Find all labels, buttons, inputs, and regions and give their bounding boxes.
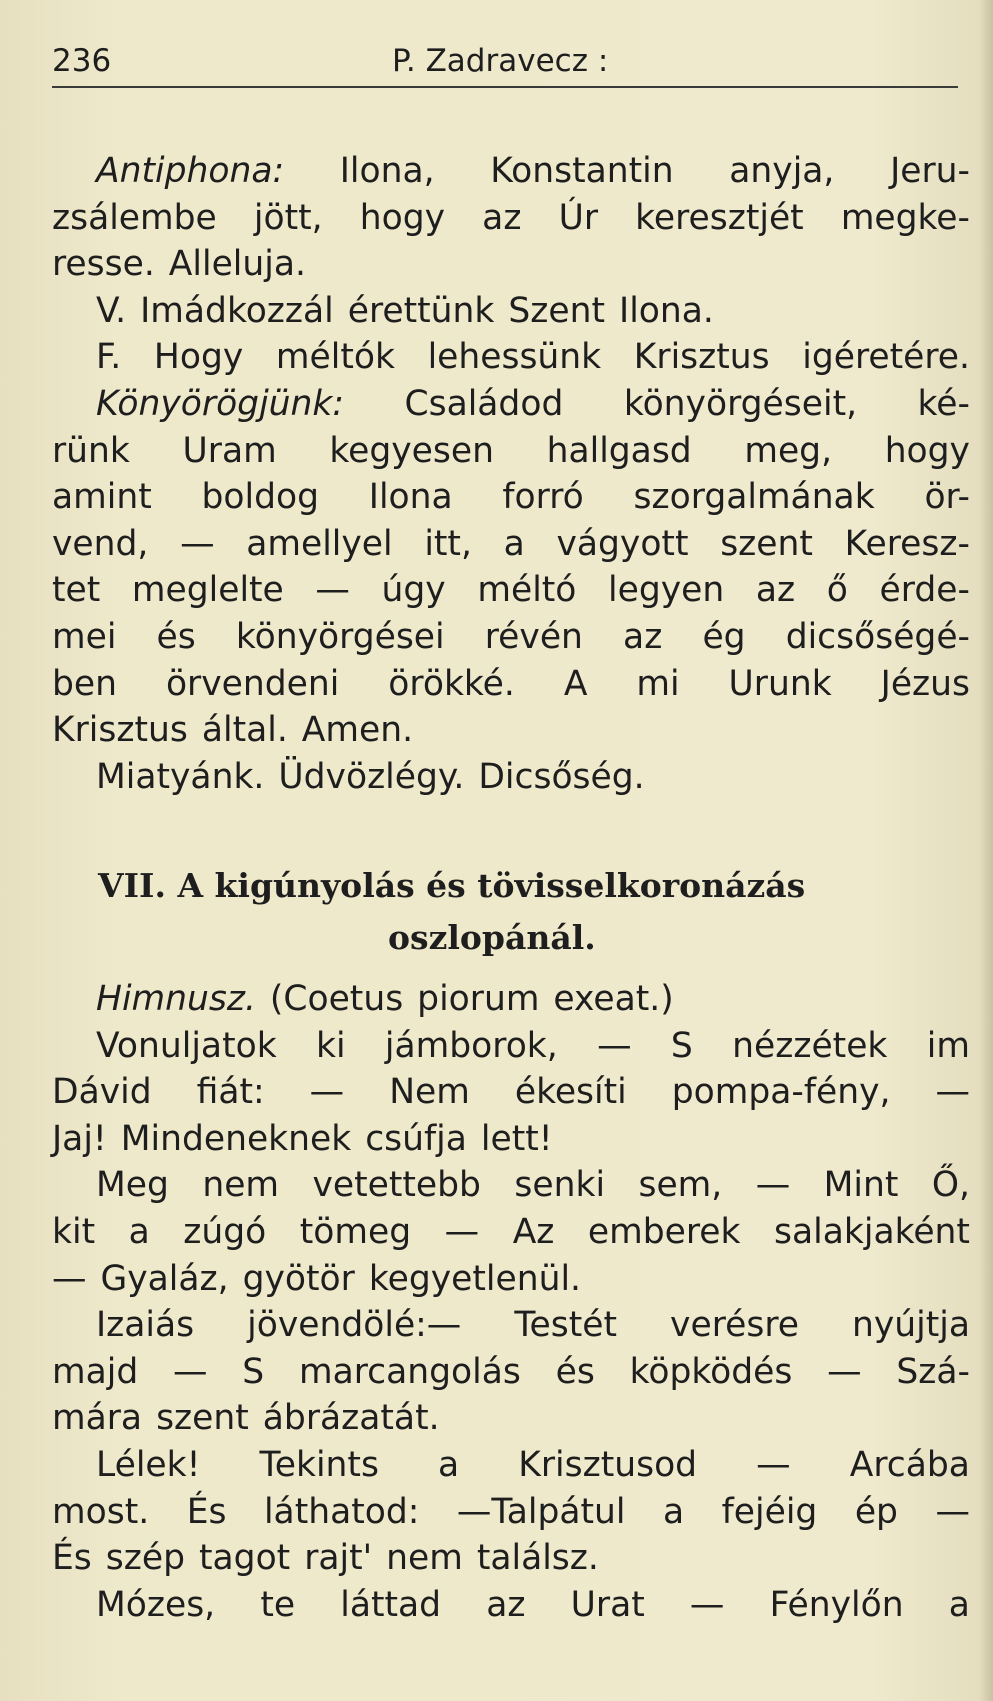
prayer-line xyxy=(52,428,970,475)
closing-prayers-line xyxy=(52,754,970,801)
word: köpködés xyxy=(629,1351,793,1392)
word: Krisztus xyxy=(52,710,188,751)
word: könyörgései xyxy=(235,616,445,657)
word: a xyxy=(948,1584,970,1625)
word: Mint xyxy=(823,1165,899,1206)
word: hogy xyxy=(884,430,970,471)
word: Keresz- xyxy=(844,523,970,564)
word: mára xyxy=(52,1398,143,1439)
word: — xyxy=(180,523,215,564)
word: — xyxy=(315,570,350,611)
word: rajt' xyxy=(304,1538,373,1579)
word: dicsőségé- xyxy=(785,616,970,657)
word: boldog xyxy=(201,477,319,518)
word: resse. xyxy=(52,244,155,285)
prayer-line xyxy=(52,521,970,568)
word: im xyxy=(926,1025,970,1066)
word: lett! xyxy=(480,1118,553,1159)
word: érde- xyxy=(879,570,970,611)
word: a xyxy=(128,1211,150,1252)
prayer-line xyxy=(52,381,970,428)
word: — xyxy=(935,1491,970,1532)
word: Szent xyxy=(508,290,606,331)
word: meg, xyxy=(744,430,833,471)
word: S xyxy=(242,1351,265,1392)
prayer-label: Könyörögjünk: xyxy=(96,383,345,424)
word: Úr xyxy=(558,197,598,238)
word: örvendeni xyxy=(165,663,340,704)
hymn-title-line xyxy=(52,976,970,1023)
word: Izaiás xyxy=(96,1305,195,1346)
word: senki xyxy=(514,1165,606,1206)
word: szorgalmának xyxy=(633,477,875,518)
word: és xyxy=(156,616,196,657)
word: Arcába xyxy=(849,1444,970,1485)
word: S xyxy=(670,1025,693,1066)
word: ör- xyxy=(924,477,970,518)
word: Urunk xyxy=(728,663,832,704)
hymn-line xyxy=(52,1209,970,1256)
prayer-line xyxy=(52,661,970,708)
versicle-line xyxy=(52,288,970,335)
word: által. xyxy=(201,710,288,751)
word: nem xyxy=(202,1165,280,1206)
word: anyja, xyxy=(729,151,835,191)
word: Miatyánk. xyxy=(96,756,265,797)
word: mei xyxy=(52,616,117,657)
word: révén xyxy=(484,616,583,657)
prayer-line xyxy=(52,614,970,661)
word: láthatod: xyxy=(263,1491,420,1532)
word: vend, xyxy=(52,523,149,564)
word: — xyxy=(309,1072,345,1113)
word: méltók xyxy=(275,337,395,378)
word: (Coetus xyxy=(269,979,404,1019)
word: amint xyxy=(52,477,152,518)
word: láttad xyxy=(340,1584,442,1625)
word: szent xyxy=(720,523,813,564)
word: fiát: xyxy=(196,1072,265,1113)
word: jött, xyxy=(253,197,323,238)
word: Ő, xyxy=(931,1165,970,1206)
word: zsálembe xyxy=(52,197,217,238)
word: Nem xyxy=(389,1072,470,1113)
word: rünk xyxy=(52,430,130,471)
word: gyötör xyxy=(242,1258,355,1299)
word: És xyxy=(52,1538,92,1579)
word: Krisztus xyxy=(633,337,770,378)
prayer-line xyxy=(52,707,970,754)
word: zúgó xyxy=(183,1211,267,1252)
word: Gyaláz, xyxy=(100,1258,229,1299)
word: igéretére. xyxy=(802,337,970,378)
word: Ilona, xyxy=(339,151,435,191)
word: az xyxy=(482,197,522,238)
word: itt, xyxy=(424,523,472,564)
word: nyújtja xyxy=(851,1305,970,1346)
word: a xyxy=(663,1491,685,1532)
word: amellyel xyxy=(246,523,393,564)
word: Családod xyxy=(404,383,564,424)
word: És xyxy=(186,1491,227,1532)
word: —Talpátul xyxy=(456,1491,626,1532)
word: ékesíti xyxy=(514,1072,627,1113)
antiphona-line xyxy=(52,241,970,288)
word: Meg xyxy=(96,1165,169,1206)
word: hogy xyxy=(359,197,446,238)
word: vetettebb xyxy=(312,1165,481,1206)
word: sem, xyxy=(638,1165,723,1206)
hymn-line xyxy=(52,1162,970,1209)
word: F. xyxy=(96,337,122,378)
word: — xyxy=(52,1258,87,1299)
word: salakjaként xyxy=(774,1211,970,1252)
word: Üdvözlégy. xyxy=(278,756,465,797)
running-title: P. Zadravecz : xyxy=(392,43,609,79)
word: — xyxy=(689,1584,725,1625)
word: Dávid xyxy=(52,1072,152,1113)
word: ki xyxy=(316,1025,346,1066)
word: piorum xyxy=(417,979,540,1019)
word: mi xyxy=(636,663,680,704)
word: vágyott xyxy=(556,523,689,564)
word: ábrázatát. xyxy=(262,1398,440,1439)
word: verésre xyxy=(670,1305,799,1346)
word: — xyxy=(173,1351,208,1392)
word: a xyxy=(438,1444,460,1485)
word: keresztjét xyxy=(635,197,804,238)
hymn-line xyxy=(52,1582,970,1629)
word: nem xyxy=(386,1538,463,1579)
word: ben xyxy=(52,663,117,704)
word: Hogy xyxy=(153,337,244,378)
word: Alleluja. xyxy=(168,244,306,285)
word: — xyxy=(444,1211,480,1252)
word: szép xyxy=(105,1538,185,1579)
word: pompa-fény, xyxy=(671,1072,891,1113)
word: Ilona. xyxy=(619,290,714,331)
hymn-line xyxy=(52,1069,970,1116)
word: — xyxy=(755,1165,791,1206)
word: Imádkozzál xyxy=(140,290,334,331)
word: legyen xyxy=(608,570,725,611)
word: Konstantin xyxy=(490,151,674,191)
word: fejéig xyxy=(721,1491,818,1532)
word: Az xyxy=(512,1211,555,1252)
word: Jézus xyxy=(880,663,970,704)
word: hallgasd xyxy=(546,430,692,471)
antiphona-line xyxy=(52,148,970,195)
word: most. xyxy=(52,1491,150,1532)
word: marcangolás xyxy=(298,1351,521,1392)
word: te xyxy=(260,1584,296,1625)
word: lehessünk xyxy=(427,337,602,378)
word: tet xyxy=(52,570,101,611)
hymn-line xyxy=(52,1256,970,1303)
word: ké- xyxy=(917,383,970,424)
word: V. xyxy=(96,290,127,331)
response-line xyxy=(52,334,970,381)
word: nézzétek xyxy=(732,1025,888,1066)
word: az xyxy=(755,570,796,611)
page-number: 236 xyxy=(52,43,112,79)
word: méltó xyxy=(477,570,577,611)
hymn-text xyxy=(52,976,970,1628)
word: forró xyxy=(502,477,584,518)
page-edge-shadow xyxy=(979,0,993,1701)
word: és xyxy=(555,1351,595,1392)
word: Jaj! xyxy=(52,1118,107,1159)
word: — xyxy=(935,1072,970,1113)
word: Krisztusod xyxy=(518,1444,698,1485)
word: az xyxy=(623,616,663,657)
hymn-line xyxy=(52,1116,970,1163)
word: Ilona xyxy=(368,477,453,518)
word: Mózes, xyxy=(96,1584,216,1625)
header-rule xyxy=(52,86,958,88)
word: — xyxy=(756,1444,791,1485)
antiphona-label: Antiphona: xyxy=(96,151,285,191)
hymn-line xyxy=(52,1442,970,1489)
word: tömeg xyxy=(299,1211,412,1252)
word: Uram xyxy=(182,430,277,471)
hymn-line xyxy=(52,1349,970,1396)
word: szent xyxy=(156,1398,249,1439)
liturgy-text-top xyxy=(52,148,970,800)
word: Urat xyxy=(570,1584,645,1625)
word: Dicsőség. xyxy=(478,756,645,797)
word: ép xyxy=(854,1491,898,1532)
word: Lélek! xyxy=(96,1444,201,1485)
hymn-line xyxy=(52,1489,970,1536)
word: kegyesen xyxy=(329,430,494,471)
antiphona-line xyxy=(52,195,970,242)
word: Amen. xyxy=(301,710,414,751)
word: Szá- xyxy=(896,1351,970,1392)
word: exeat.) xyxy=(553,979,674,1019)
word: találsz. xyxy=(476,1538,599,1579)
word: könyörgéseit, xyxy=(623,383,858,424)
running-head xyxy=(52,36,952,86)
word: kit xyxy=(52,1211,96,1252)
word: ég xyxy=(702,616,746,657)
word: Jeru- xyxy=(890,151,970,191)
word: Fénylőn xyxy=(769,1584,904,1625)
word: ő xyxy=(826,570,848,611)
word: Tekints xyxy=(259,1444,379,1485)
word: kegyetlenül. xyxy=(368,1258,581,1299)
prayer-line xyxy=(52,474,970,521)
hymn-line xyxy=(52,1395,970,1442)
word: — xyxy=(597,1025,632,1066)
word: jövendölé:— xyxy=(247,1305,462,1346)
section-heading: VII. A kigúnyolás és tövisselkoronázás xyxy=(98,866,806,905)
word: Testét xyxy=(514,1305,618,1346)
word: A xyxy=(563,663,588,704)
word: csúfja xyxy=(365,1118,467,1159)
word: emberek xyxy=(587,1211,741,1252)
section-heading-continued: oszlopánál. xyxy=(388,918,596,957)
word: Mindeneknek xyxy=(120,1118,352,1159)
hymn-line xyxy=(52,1535,970,1582)
word: tagot xyxy=(199,1538,291,1579)
word: — xyxy=(827,1351,862,1392)
word: jámborok, xyxy=(384,1025,558,1066)
hymn-line xyxy=(52,1302,970,1349)
hymn-label: Himnusz. xyxy=(96,979,256,1019)
prayer-line xyxy=(52,567,970,614)
word: úgy xyxy=(381,570,446,611)
word: majd xyxy=(52,1351,139,1392)
hymn-line xyxy=(52,1023,970,1070)
word: örökké. xyxy=(388,663,515,704)
word: a xyxy=(503,523,525,564)
word: az xyxy=(486,1584,526,1625)
word: Vonuljatok xyxy=(96,1025,277,1066)
word: megke- xyxy=(840,197,970,238)
word: érettünk xyxy=(347,290,495,331)
word: meglelte xyxy=(131,570,284,611)
